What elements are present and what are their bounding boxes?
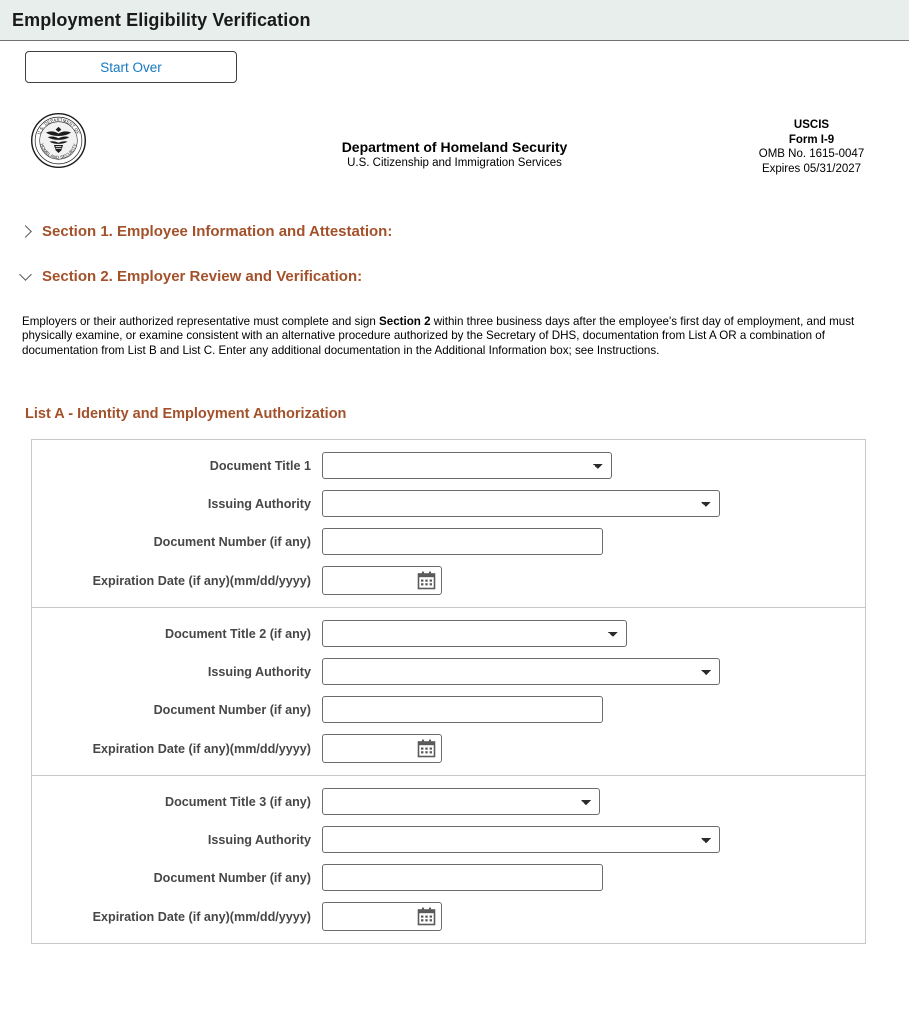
document-group-3 xyxy=(31,775,866,944)
field-row-expiration-date-1 xyxy=(32,566,865,595)
date-field-wrapper-2 xyxy=(322,734,442,763)
label-expiration-date-1: Expiration Date (if any)(mm/dd/yyyy) xyxy=(92,573,311,588)
field-row-document-number-2 xyxy=(32,696,865,723)
input-document-number-1[interactable] xyxy=(322,528,603,555)
document-group-2 xyxy=(31,607,866,775)
label-issuing-authority-1: Issuing Authority xyxy=(207,496,311,511)
label-document-number-3: Document Number (if any) xyxy=(153,870,311,885)
field-row-document-title-2 xyxy=(32,620,865,647)
date-field-wrapper-3 xyxy=(322,902,442,931)
section-2-instructions xyxy=(22,315,888,358)
label-document-title-1: Document Title 1 xyxy=(209,458,311,473)
input-document-number-3[interactable] xyxy=(322,864,603,891)
select-issuing-authority-2[interactable] xyxy=(322,658,720,685)
calendar-icon-button-3[interactable] xyxy=(416,906,437,927)
start-over-button[interactable]: Start Over xyxy=(25,51,237,83)
label-issuing-authority-2: Issuing Authority xyxy=(207,664,311,679)
form-meta-block xyxy=(724,118,899,176)
svg-text:U.S. DEPARTMENT OF: U.S. DEPARTMENT OF xyxy=(36,117,81,136)
instructions-part-2: within three business days after the employee's first day of employment, and must physically examine, or examine consistent with an alternative procedure authorized by the Secretary of DHS, documentation from List A OR a combination of documentation from List B and List C. Enter any additional documentation in the Additional Information box; see Instructions. xyxy=(22,315,855,357)
label-document-title-3: Document Title 3 (if any) xyxy=(164,794,311,809)
label-expiration-date-2: Expiration Date (if any)(mm/dd/yyyy) xyxy=(92,741,311,756)
label-issuing-authority-3: Issuing Authority xyxy=(207,832,311,847)
page-title: Employment Eligibility Verification xyxy=(12,9,311,30)
select-document-title-3[interactable] xyxy=(322,788,600,815)
chevron-right-icon xyxy=(20,225,33,238)
label-document-title-2: Document Title 2 (if any) xyxy=(164,626,311,641)
page-header xyxy=(0,0,909,41)
field-row-document-number-3 xyxy=(32,864,865,891)
calendar-icon-button-1[interactable] xyxy=(416,570,437,591)
chevron-down-icon xyxy=(20,270,33,283)
label-expiration-date-3: Expiration Date (if any)(mm/dd/yyyy) xyxy=(92,909,311,924)
document-group-1 xyxy=(31,439,866,607)
section-1-header[interactable] xyxy=(0,223,392,240)
form-meta-omb: OMB No. 1615-0047 xyxy=(758,148,865,160)
agency-name: Department of Homeland Security xyxy=(341,139,568,155)
section-2-header[interactable] xyxy=(0,268,362,285)
date-field-wrapper-1 xyxy=(322,566,442,595)
label-document-number-1: Document Number (if any) xyxy=(153,534,311,549)
field-row-document-title-3 xyxy=(32,788,865,815)
field-row-expiration-date-3 xyxy=(32,902,865,931)
select-document-title-2[interactable] xyxy=(322,620,627,647)
list-a-heading: List A - Identity and Employment Authorization xyxy=(25,406,347,423)
field-row-document-title-1 xyxy=(32,452,865,479)
section-2-title: Section 2. Employer Review and Verification: xyxy=(42,268,363,285)
instructions-part-1: Employers or their authorized representative must complete and sign xyxy=(22,315,380,328)
form-meta-form-number: Form I-9 xyxy=(788,133,835,146)
toolbar xyxy=(0,41,909,83)
svg-text:HOMELAND SECURITY: HOMELAND SECURITY xyxy=(39,142,78,160)
form-meta-expires: Expires 05/31/2027 xyxy=(761,162,862,175)
instructions-emphasis: Section 2 xyxy=(379,315,431,328)
label-document-number-2: Document Number (if any) xyxy=(153,702,311,717)
field-row-issuing-authority-3 xyxy=(32,826,865,853)
field-row-issuing-authority-2 xyxy=(32,658,865,685)
select-document-title-1[interactable] xyxy=(322,452,612,479)
calendar-icon-button-2[interactable] xyxy=(416,738,437,759)
select-issuing-authority-1[interactable] xyxy=(322,490,720,517)
select-issuing-authority-3[interactable] xyxy=(322,826,720,853)
field-row-expiration-date-2 xyxy=(32,734,865,763)
agency-subtitle: U.S. Citizenship and Immigration Services xyxy=(347,157,562,169)
field-row-document-number-1 xyxy=(32,528,865,555)
form-meta-agency: USCIS xyxy=(793,119,830,131)
field-row-issuing-authority-1 xyxy=(32,490,865,517)
input-document-number-2[interactable] xyxy=(322,696,603,723)
section-1-title: Section 1. Employee Information and Attestation: xyxy=(42,223,393,240)
dhs-masthead xyxy=(0,109,909,201)
